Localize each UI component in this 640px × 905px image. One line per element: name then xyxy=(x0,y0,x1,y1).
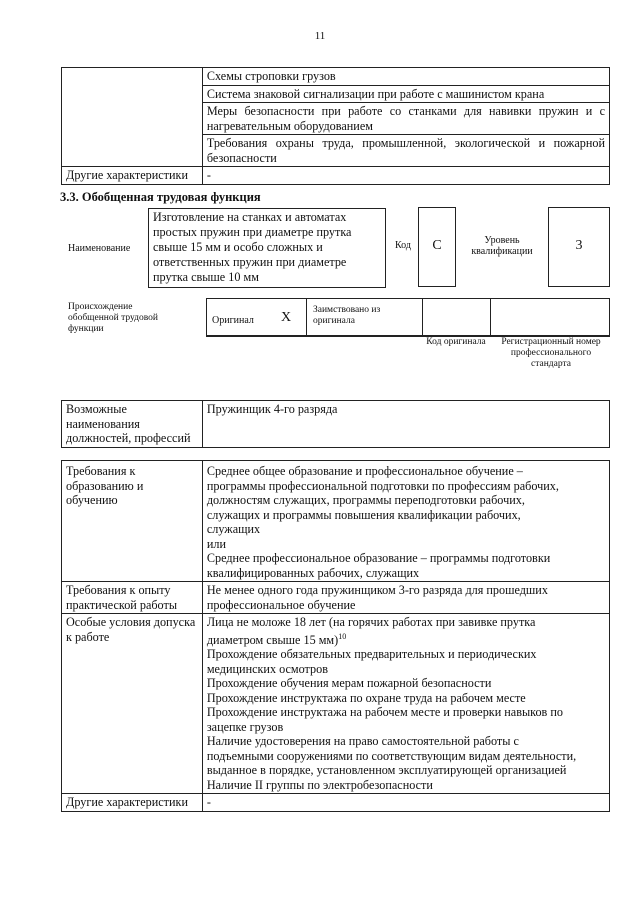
experience-label: Требования к опыту практической работы xyxy=(62,582,203,614)
borrowed-label: Заимствовано из оригинала xyxy=(313,305,381,326)
req-other-label: Другие характеристики xyxy=(62,794,203,812)
education-line: квалифицированных рабочих, служащих xyxy=(206,565,420,580)
education-line: Среднее общее образование и профессиональное обучение – xyxy=(206,464,523,478)
code-original-caption: Код оригинала xyxy=(426,337,486,347)
level-value: 3 xyxy=(548,207,610,287)
special-line: Лица не моложе 18 лет (на горячих работах при завивке прутка xyxy=(206,615,536,629)
special-value xyxy=(202,614,609,794)
positions-label: Возможные наименования должностей, профессий xyxy=(62,401,203,448)
top-table-row: Система знаковой сигнализации при работе с машинистом крана xyxy=(202,85,609,103)
code-label: Код xyxy=(395,240,411,251)
education-line: программы профессиональной подготовки по профессиям рабочих, xyxy=(206,478,559,493)
education-line: служащих xyxy=(206,522,261,536)
original-label: Оригинал xyxy=(212,315,254,326)
name-label: Наименование xyxy=(68,243,131,254)
special-line: Наличие удостоверения на право самостоятельной работы с xyxy=(206,734,519,749)
level-label: Уровень квалификации xyxy=(471,235,533,257)
special-line: зацепке грузов xyxy=(206,719,284,734)
top-other-label: Другие характеристики xyxy=(62,167,203,185)
special-line: Прохождение обучения мерам пожарной безопасности xyxy=(206,676,492,691)
top-table xyxy=(61,67,610,185)
special-line: диаметром свыше 15 мм)$^{10}$ xyxy=(206,631,347,647)
requirements-table xyxy=(61,460,610,812)
top-table-label-cell xyxy=(62,68,203,167)
positions-value: Пружинщик 4-го разряда xyxy=(202,401,609,448)
special-label: Особые условия допуска к работе xyxy=(62,614,203,794)
origin-label: Происхождение обобщенной трудовой функции xyxy=(68,302,158,334)
special-line: Прохождение инструктажа на рабочем месте и проверки навыков по xyxy=(206,705,563,720)
special-line: Наличие II группы по электробезопасности xyxy=(206,777,433,792)
experience-line: Не менее одного года пружинщиком 3-го разряда для прошедших xyxy=(206,583,548,597)
page-number: 11 xyxy=(314,30,326,42)
education-label: Требования к образованию и обучению xyxy=(62,461,203,582)
education-line: служащих и программы повышения квалификации рабочих, xyxy=(206,507,521,522)
experience-line: профессиональное обучение xyxy=(206,597,356,612)
special-line: Прохождение инструктажа по охране труда на рабочем месте xyxy=(206,690,526,705)
section-title: 3.3. Обобщенная трудовая функция xyxy=(60,190,261,204)
special-line: Прохождение обязательных предварительных и периодических xyxy=(206,647,537,662)
education-line: Среднее профессиональное образование – программы подготовки xyxy=(206,551,551,565)
experience-value xyxy=(202,582,609,614)
top-other-value: - xyxy=(202,167,609,185)
top-table-row: Схемы строповки грузов xyxy=(202,68,609,86)
special-line: выданное в порядке, установленном эксплуатирующей организацией xyxy=(206,763,567,778)
education-value xyxy=(202,461,609,582)
code-value: C xyxy=(418,207,456,287)
education-line: должностям служащих, программы переподготовки рабочих, xyxy=(206,493,525,507)
original-mark: X xyxy=(281,310,292,325)
education-line: или xyxy=(206,536,226,551)
top-table-row: Требования охраны труда, промышленной, экологической и пожарной безопасности xyxy=(202,135,609,167)
special-line: медицинских осмотров xyxy=(206,661,328,676)
positions-table xyxy=(61,400,610,448)
special-line: подъемными сооружениями по соответствующим видам деятельности, xyxy=(206,748,577,763)
top-table-row: Меры безопасности при работе со станками для навивки пружин и с нагревательным оборудованием xyxy=(202,103,609,135)
req-other-value: - xyxy=(202,794,609,812)
name-value: Изготовление на станках и автоматах простых пружин при диаметре прутка свыше 15 мм и особо сложных и ответственных пружин при диаметре прутка свыше 10 мм xyxy=(148,208,386,288)
footnote-mark: 10 xyxy=(338,631,347,641)
reg-number-caption: Регистрационный номер профессионального стандарта xyxy=(501,337,601,369)
